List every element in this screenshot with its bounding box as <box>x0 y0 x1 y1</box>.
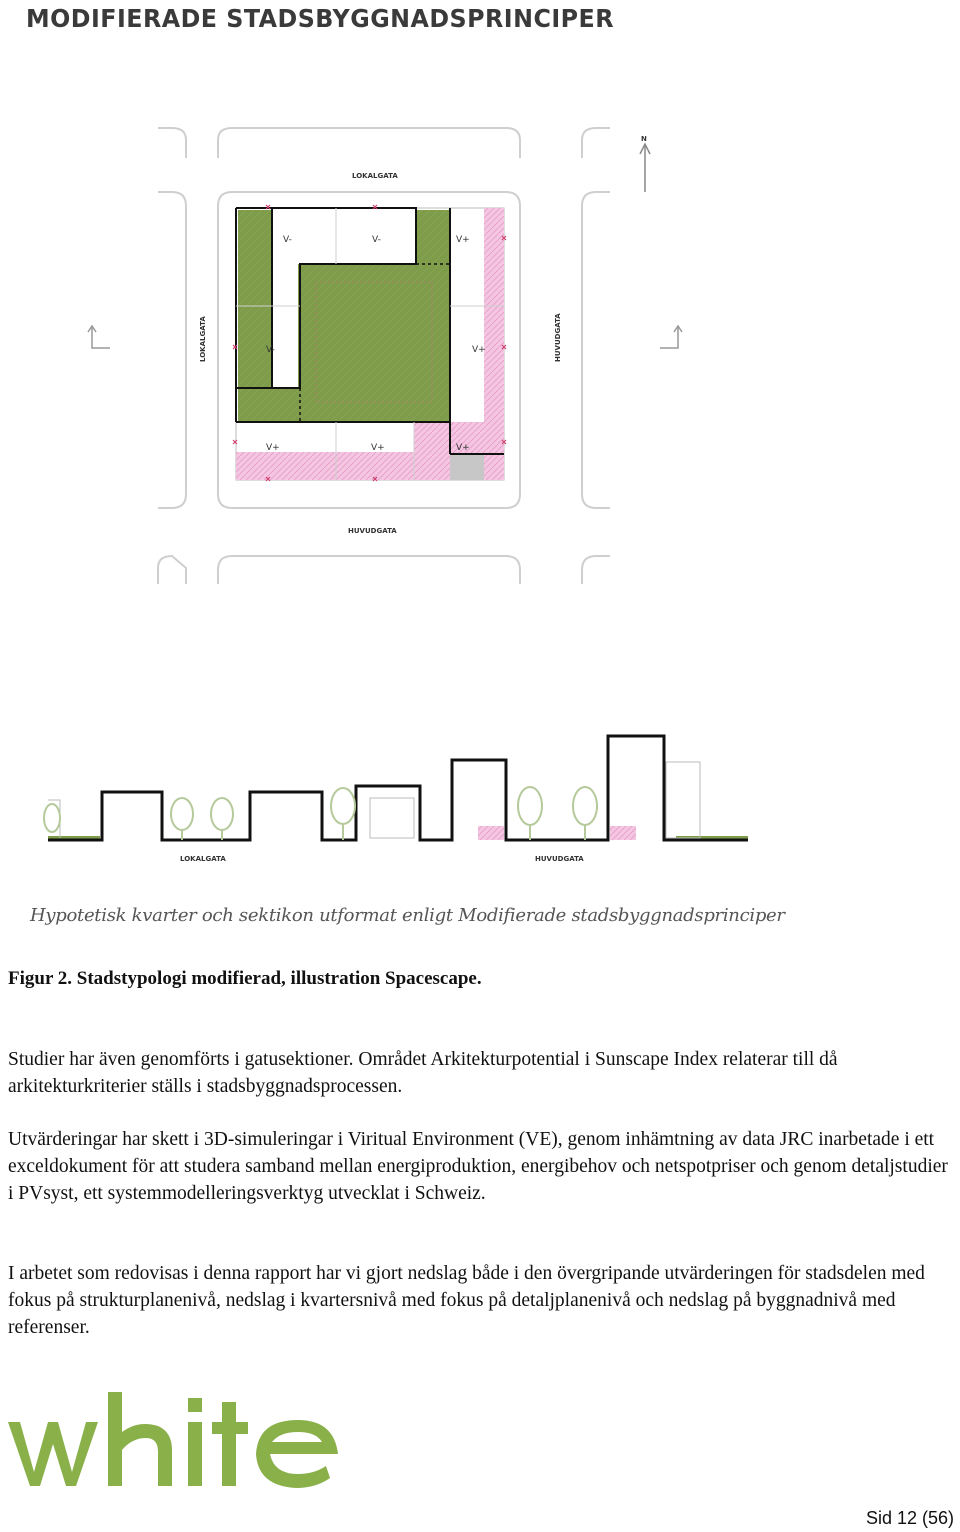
block-plan <box>233 205 506 481</box>
paragraph: I arbetet som redovisas i denna rapport har vi gjort nedslag både i den övergripande utvärderingen för stadsdelen med fokus på strukturplanenivå, nedslag i kvartersnivå med fokus på detaljplanenivå och nedslag på byggnadnivå med referenser. <box>8 1263 925 1338</box>
cell-label: V+ <box>472 345 486 355</box>
cell-label: V- <box>283 235 292 245</box>
cell-label: V- <box>372 235 381 245</box>
paragraph: Studier har även genomförts i gatusektioner. Området Arkitekturpotential i Sunscape Index relaterar till då arkitekturkriterier ställs i stadsbyggnadsprocessen. <box>8 1049 838 1097</box>
street-section <box>44 736 748 863</box>
white-logo <box>8 1392 348 1488</box>
cell-label: V+ <box>456 235 470 245</box>
north-arrow-icon <box>640 135 650 192</box>
street-label-top: LOKALGATA <box>352 172 398 180</box>
section-label-right: HUVUDGATA <box>535 855 584 863</box>
figure-caption: Figur 2. Stadstypologi modifierad, illustration Spacescape. <box>8 968 482 989</box>
section-label-left: LOKALGATA <box>180 855 226 863</box>
image-caption: Hypotetisk kvarter och sektikon utformat enligt Modifierade stadsbyggnadsprinciper <box>30 905 785 926</box>
street-label-right: HUVUDGATA <box>554 313 562 362</box>
page-header-title: MODIFIERADE STADSBYGGNADSPRINCIPER <box>26 4 615 33</box>
north-label: N <box>641 135 647 143</box>
cell-label: V+ <box>456 443 470 453</box>
cell-label: V+ <box>266 443 280 453</box>
cell-label: V+ <box>371 443 385 453</box>
cell-label: V- <box>266 345 275 355</box>
page-number: Sid 12 (56) <box>865 1508 954 1528</box>
paragraph: Utvärderingar har skett i 3D-simuleringar i Viritual Environment (VE), genom inhämtning av data JRC inarbetade i ett exceldokument för att studera samband mellan energiproduktion, energibehov och netspotpriser och genom detaljstudier i PVsyst, ett systemmodelleringsverktyg utvecklat i Schweiz. <box>8 1129 948 1204</box>
street-label-bottom: HUVUDGATA <box>348 527 397 535</box>
street-label-left: LOKALGATA <box>199 316 207 362</box>
